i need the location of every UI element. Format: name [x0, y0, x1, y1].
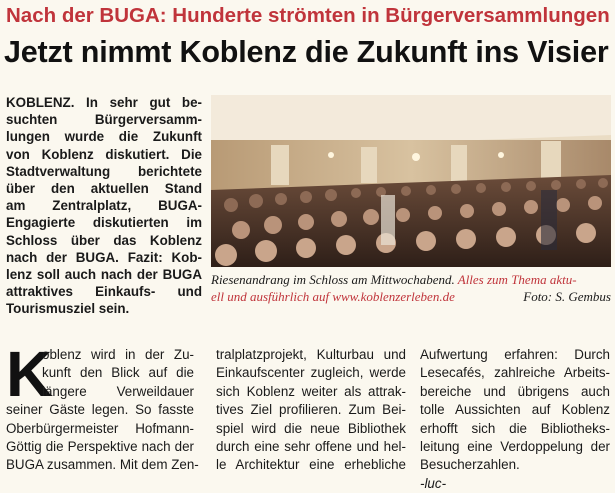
body-line: Göttig die Perspektive nach der: [6, 439, 194, 455]
body-line: sich Koblenz weiter als attrak-: [216, 383, 406, 399]
teaser-line: lenz soll auch nach der BUGA: [6, 267, 202, 283]
caption-link-text: Alles zum Thema aktu-: [457, 272, 577, 287]
body-line: tolle Aussichten auf Koblenz: [420, 402, 610, 418]
body-line: spiel wird die neue Bibliothek: [216, 420, 406, 436]
body-line: Lesecafés, zahlreiche Arbeits-: [420, 365, 610, 381]
teaser-line: Schloss über das Koblenz: [6, 232, 202, 248]
body-line: durch eine sehr offene und hel-: [216, 439, 406, 455]
body-line: leitung eine Verdoppelung der: [420, 439, 610, 455]
body-line: BUGA zusammen. Mit dem Zen-: [6, 457, 199, 473]
teaser-line: Tourismusziel sein.: [6, 301, 130, 317]
caption-link-url[interactable]: ell und ausführlich auf www.koblenzerleben.de: [211, 289, 455, 304]
body-line: tives Ziel profilieren. Zum Bei-: [216, 402, 406, 418]
teaser-line: am Zentralplatz, BUGA-: [6, 198, 202, 214]
teaser-line: von Koblenz diskutiert. Die: [6, 146, 202, 162]
body-line: Einkaufscenter zugleich, werde: [216, 365, 406, 381]
caption-text: Riesenandrang im Schloss am Mittwochabend.: [211, 272, 455, 287]
body-line: Aufwertung erfahren: Durch: [420, 347, 610, 362]
body-line: Besucherzahlen.: [420, 457, 520, 473]
photo-credit: Foto: S. Gembus: [523, 289, 611, 304]
teaser-line: suchten Bürgerversamm-: [6, 112, 202, 128]
body-line: längere Verweildauer: [42, 383, 194, 399]
teaser-line: lungen wurde die Zukunft: [6, 129, 202, 145]
teaser-line: nach der BUGA. Fazit: Kob-: [6, 249, 202, 265]
body-column-3: [420, 346, 610, 493]
body-line: tralplatzprojekt, Kulturbau und: [216, 347, 406, 362]
audience-photo: [211, 95, 611, 267]
caption-line-1: [211, 271, 613, 288]
author-signature: -luc-: [420, 475, 447, 491]
body-line: seiner Gäste legen. So fasste: [6, 402, 194, 418]
teaser-line: Stadtverwaltung berichtete: [6, 163, 202, 179]
teaser-line: über den aktuellen Stand: [6, 181, 202, 197]
body-line: oblenz wird in der Zu-: [42, 347, 194, 362]
body-line: Oberbürgermeister Hofmann-: [6, 420, 194, 436]
kicker: Nach der BUGA: Hunderte strömten in Bürgerversammlungen: [6, 4, 610, 27]
body-line: bereiche und übrigens auch: [420, 383, 610, 399]
photo-caption: [211, 271, 613, 305]
body-line: kunft den Blick auf die: [42, 365, 194, 381]
body-column-2: [216, 346, 406, 475]
teaser: [6, 94, 202, 318]
headline: Jetzt nimmt Koblenz die Zukunft ins Visier: [4, 35, 609, 69]
body-line: erhofft sich die Bibliotheks-: [420, 420, 610, 436]
teaser-line: Engagierte diskutierten im: [6, 215, 202, 231]
drop-cap: K: [6, 338, 53, 410]
teaser-line: KOBLENZ. In sehr gut be-: [6, 95, 202, 110]
body-line: le Architektur eine erhebliche: [216, 457, 406, 473]
body-column-1: [6, 338, 199, 475]
teaser-line: attraktives Einkaufs- und: [6, 284, 202, 300]
audience-photo-graphic: [211, 95, 611, 267]
